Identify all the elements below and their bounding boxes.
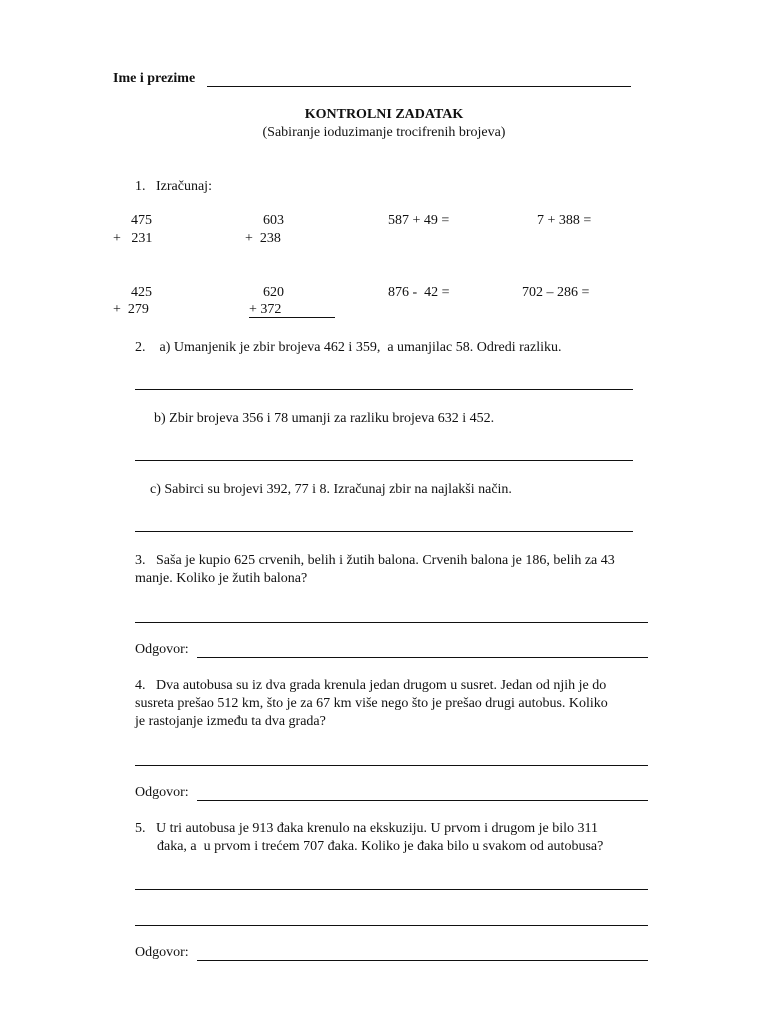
task1-heading: 1. Izračunaj:: [135, 179, 212, 194]
task1-c2-expression: 876 - 42 =: [388, 285, 450, 300]
task3-work-line[interactable]: [135, 622, 648, 623]
task4-text-line2: susreta prešao 512 km, što je za 67 km više nego što je prešao drugi autobus. Koliko: [135, 696, 608, 711]
task1-b1-top: 603: [263, 213, 284, 228]
name-label: Ime i prezime: [113, 71, 196, 86]
task2-part-c: c) Sabirci su brojevi 392, 77 i 8. Izračunaj zbir na najlakši način.: [150, 482, 512, 497]
task1-c1-expression: 587 + 49 =: [388, 213, 450, 228]
task2-c-answer-line[interactable]: [135, 531, 633, 532]
task3-answer-line[interactable]: [197, 657, 648, 658]
page-subtitle: (Sabiranje ioduzimanje trocifrenih brojeva): [262, 125, 506, 140]
task1-b2-sum-line: [249, 317, 335, 318]
task5-text-line1: 5. U tri autobusa je 913 đaka krenulo na ekskuziju. U prvom i drugom je bilo 311: [135, 821, 598, 836]
task2-part-a: 2. a) Umanjenik je zbir brojeva 462 i 359, a umanjilac 58. Odredi razliku.: [135, 340, 562, 355]
task3-text-line1: 3. Saša je kupio 625 crvenih, belih i žutih balona. Crvenih balona je 186, belih za 43: [135, 553, 615, 568]
task1-a2-top: 425: [131, 285, 152, 300]
task2-a-answer-line[interactable]: [135, 389, 633, 390]
task1-b2-top: 620: [263, 285, 284, 300]
task5-answer-line[interactable]: [197, 960, 648, 961]
task4-work-line[interactable]: [135, 765, 648, 766]
task1-d1-expression: 7 + 388 =: [537, 213, 592, 228]
task4-answer-line[interactable]: [197, 800, 648, 801]
task1-a1-bottom: + 231: [113, 231, 153, 246]
task4-answer-label: Odgovor:: [135, 785, 189, 800]
task5-answer-label: Odgovor:: [135, 945, 189, 960]
task2-part-b: b) Zbir brojeva 356 i 78 umanji za razliku brojeva 632 i 452.: [154, 411, 495, 426]
task5-text-line2: đaka, a u prvom i trećem 707 đaka. Koliko je đaka bilo u svakom od autobusa?: [157, 839, 604, 854]
name-input-line[interactable]: [207, 86, 631, 87]
task3-answer-label: Odgovor:: [135, 642, 189, 657]
task2-b-answer-line[interactable]: [135, 460, 633, 461]
task3-text-line2: manje. Koliko je žutih balona?: [135, 571, 308, 586]
task1-a1-top: 475: [131, 213, 152, 228]
task4-text-line3: je rastojanje između ta dva grada?: [135, 714, 326, 729]
task1-b1-bottom: + 238: [245, 231, 281, 246]
task1-d2-expression: 702 – 286 =: [522, 285, 590, 300]
task5-work-line-1[interactable]: [135, 889, 648, 890]
task5-work-line-2[interactable]: [135, 925, 648, 926]
page-title: KONTROLNI ZADATAK: [304, 107, 464, 122]
task1-b2-bottom: + 372: [249, 302, 282, 317]
task1-a2-bottom: + 279: [113, 302, 149, 317]
task4-text-line1: 4. Dva autobusa su iz dva grada krenula jedan drugom u susret. Jedan od njih je do: [135, 678, 607, 693]
